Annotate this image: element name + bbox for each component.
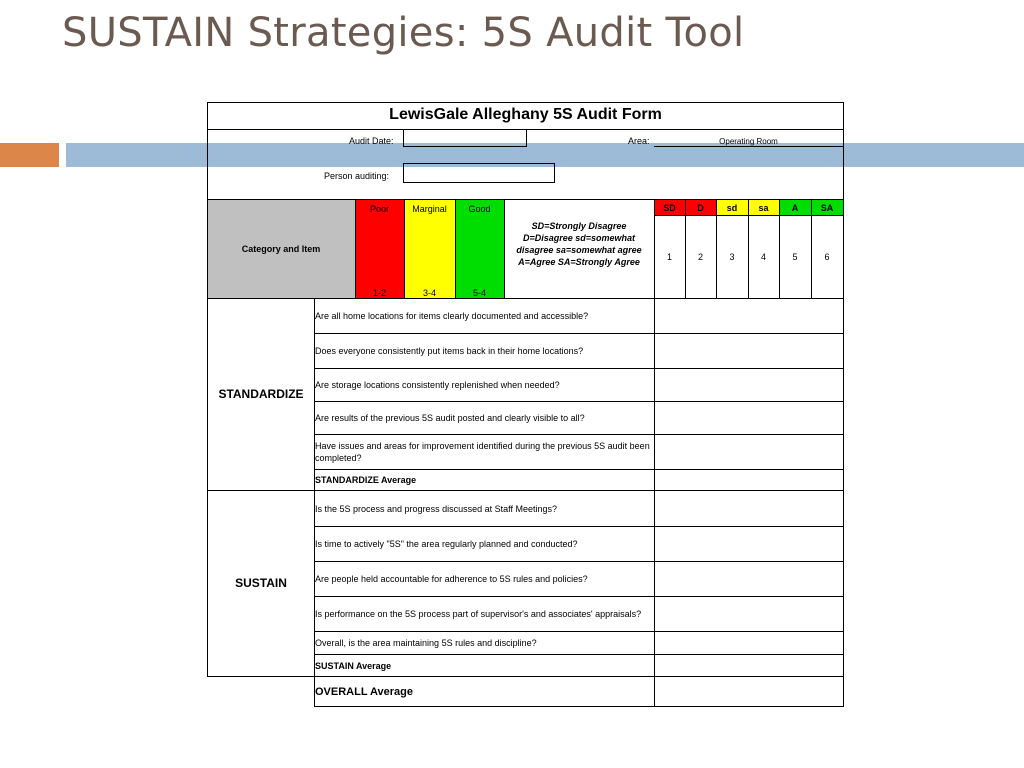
grid-line (207, 298, 844, 299)
audit-date-label: Audit Date: (349, 136, 394, 146)
standardize-average: STANDARDIZE Average (315, 475, 417, 485)
scale-abbr-sa: sa (758, 203, 769, 213)
area-value: Operating Room (719, 137, 778, 146)
grid-line (355, 199, 356, 298)
grid-line (314, 469, 844, 470)
accent-bar-orange (0, 143, 59, 167)
rating-poor-range: 1-2 (372, 288, 386, 298)
rating-good-label: Good (468, 204, 491, 214)
sustain-average: SUSTAIN Average (315, 660, 392, 671)
grid-line (748, 199, 749, 298)
grid-line (314, 333, 844, 334)
score-cell[interactable] (654, 527, 843, 561)
scale-num-1: 1 (666, 252, 672, 262)
overall-average: OVERALL Average (315, 686, 414, 698)
score-cell[interactable] (654, 677, 843, 707)
grid-line (314, 596, 844, 597)
slide-title: SUSTAIN Strategies: 5S Audit Tool (62, 10, 745, 56)
question-sustain-3: Are people held accountable for adherence to 5S rules and policies? (315, 574, 588, 584)
grid-line (207, 102, 208, 677)
scale-abbr-a: A (791, 203, 799, 213)
score-cell[interactable] (654, 402, 843, 434)
question-sustain-5: Overall, is the area maintaining 5S rules and discipline? (315, 638, 537, 648)
rating-marginal-range: 3-4 (422, 288, 436, 298)
rating-poor (355, 200, 404, 298)
rating-good (455, 200, 504, 298)
score-cell[interactable] (654, 491, 843, 526)
section-standardize: STANDARDIZE (218, 387, 304, 401)
grid-line (314, 631, 844, 632)
audit-form (207, 102, 844, 707)
question-standardize-4: Are results of the previous 5S audit posted and clearly visible to all? (315, 413, 585, 423)
scale-num-3: 3 (729, 252, 735, 262)
rating-marginal (404, 200, 455, 298)
question-standardize-2: Does everyone consistently put items back in their home locations? (315, 346, 584, 356)
score-cell[interactable] (654, 299, 843, 333)
grid-line (207, 102, 844, 103)
score-cell[interactable] (654, 334, 843, 368)
area-label: Area: (628, 136, 650, 146)
score-cell[interactable] (654, 470, 843, 490)
grid-line (685, 199, 686, 298)
grid-line (314, 526, 844, 527)
grid-line (207, 676, 844, 677)
grid-line (811, 199, 812, 298)
score-cell[interactable] (654, 597, 843, 631)
grid-line (455, 199, 456, 298)
score-cell[interactable] (654, 562, 843, 596)
grid-line (314, 401, 844, 402)
grid-line (404, 199, 405, 298)
grid-line (843, 102, 844, 707)
grid-line (207, 490, 844, 491)
grid-line (314, 561, 844, 562)
grid-line (314, 434, 844, 435)
audit-date-field[interactable] (403, 130, 527, 147)
scale-num-6: 6 (824, 252, 830, 262)
question-standardize-5: Have issues and areas for improvement identified during the previous 5S audit been completed? (315, 441, 650, 463)
grid-line (716, 199, 717, 298)
scale-num-2: 2 (697, 252, 703, 262)
form-title: LewisGale Alleghany 5S Audit Form (389, 106, 662, 123)
grid-line (314, 706, 844, 707)
rating-good-range: 5-4 (472, 288, 486, 298)
grid-line (314, 654, 844, 655)
question-sustain-4: Is performance on the 5S process part of supervisor's and associates' appraisals? (315, 609, 642, 619)
score-cell[interactable] (654, 369, 843, 401)
grid-line (504, 199, 505, 298)
grid-line (314, 298, 315, 707)
scale-num-4: 4 (760, 252, 766, 262)
scale-abbr-sd: SD (663, 203, 676, 213)
question-standardize-3: Are storage locations consistently replenished when needed? (315, 380, 560, 390)
scale-num-5: 5 (792, 252, 798, 262)
scale-legend: SD=Strongly Disagree D=Disagree sd=somewhat disagree sa=somewhat agree A=Agree SA=Strongly Agree (516, 221, 642, 267)
grid-line (654, 215, 844, 216)
rating-poor-label: Poor (369, 204, 389, 214)
rating-marginal-label: Marginal (412, 204, 447, 214)
question-sustain-2: Is time to actively "5S" the area regularly planned and conducted? (315, 539, 578, 549)
grid-line (207, 129, 844, 130)
section-sustain: SUSTAIN (235, 576, 287, 590)
category-header: Category and Item (241, 244, 321, 254)
score-cell[interactable] (654, 632, 843, 654)
grid-line (314, 368, 844, 369)
question-sustain-1: Is the 5S process and progress discussed at Staff Meetings? (315, 503, 557, 514)
scale-abbr-d: D (697, 203, 704, 213)
person-auditing-field[interactable] (403, 163, 555, 183)
question-standardize-1: Are all home locations for items clearly documented and accessible? (315, 311, 589, 321)
score-cell[interactable] (654, 655, 843, 676)
person-auditing-label: Person auditing: (324, 171, 390, 181)
grid-line (779, 199, 780, 298)
scale-abbr-sa-strong: SA (820, 203, 834, 213)
score-cell[interactable] (654, 435, 843, 469)
scale-abbr-sdw: sd (726, 203, 738, 213)
